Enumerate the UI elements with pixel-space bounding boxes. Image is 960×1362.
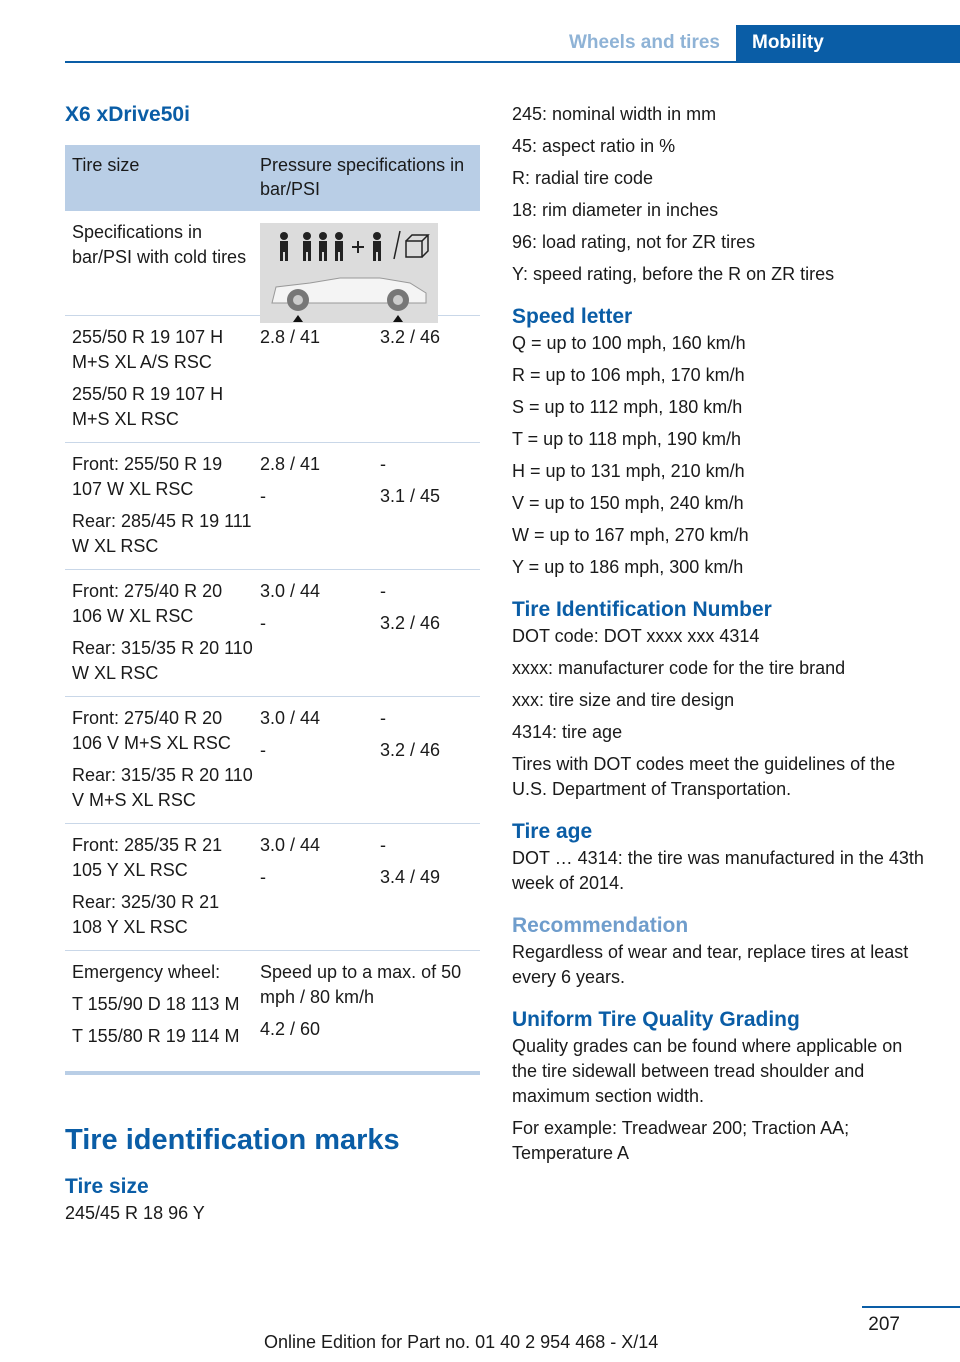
subheading-tire-size: Tire size: [65, 1175, 149, 1198]
speed-line: H = up to 131 mph, 210 km/h: [512, 461, 745, 481]
tire-size-example: 245/45 R 18 96 Y: [65, 1203, 205, 1223]
pressure-value: -: [380, 708, 386, 728]
table-end-rule: [65, 1071, 480, 1075]
vehicle-load-pictogram-icon: [260, 223, 438, 323]
table-row: [65, 824, 480, 951]
subheading-tire-age: Tire age: [512, 820, 593, 843]
pressure-cell-b: [373, 579, 480, 686]
emergency-pressure-cell: [253, 960, 480, 1049]
tire-age-section: [512, 818, 932, 896]
tire-size-text: Front: 275/40 R 20 106 W XL RSC: [72, 581, 223, 626]
left-column: [65, 98, 480, 1226]
size-legend-line: Y: speed rating, before the R on ZR tires: [512, 264, 835, 284]
size-legend: [512, 102, 932, 287]
tire-size-text: T 155/90 D 18 113 M: [72, 994, 240, 1014]
speed-line: Q = up to 100 mph, 160 km/h: [512, 333, 746, 353]
pressure-value: -: [260, 867, 266, 887]
table-row-spec: [65, 211, 480, 316]
recommendation-section: [512, 912, 932, 990]
tire-size-text: Rear: 285/45 R 19 111 W XL RSC: [72, 511, 252, 556]
tire-size-text: T 155/80 R 19 114 M: [72, 1026, 240, 1046]
size-legend-line: R: radial tire code: [512, 168, 654, 188]
emergency-wheel-cell: [65, 960, 253, 1049]
size-legend-line: 96: load rating, not for ZR tires: [512, 232, 756, 252]
tire-size-text: Rear: 325/30 R 21 108 Y XL RSC: [72, 892, 220, 937]
speed-line: S = up to 112 mph, 180 km/h: [512, 397, 743, 417]
recommendation-text: Regardless of wear and tear, replace tires at least every 6 years.: [512, 942, 909, 987]
size-legend-line: 245: nominal width in mm: [512, 104, 717, 124]
pressure-value: 3.0 / 44: [260, 835, 321, 855]
utqg-section: [512, 1006, 932, 1166]
tire-size-text: Front: 285/35 R 21 105 Y XL RSC: [72, 835, 223, 880]
speed-line: T = up to 118 mph, 190 km/h: [512, 429, 741, 449]
tin-section: [512, 596, 932, 802]
subheading-utqg: Uniform Tire Quality Grading: [512, 1008, 800, 1031]
pressure-value: 3.2 / 46: [380, 613, 441, 633]
load-pictogram-cell: [253, 220, 480, 305]
pressure-cell-a: [253, 325, 373, 432]
utqg-text: For example: Treadwear 200; Traction AA; Temperature A: [512, 1118, 850, 1163]
tin-line: 4314: tire age: [512, 722, 623, 742]
tire-size-text: 255/50 R 19 107 H M+S XL A/S RSC: [72, 327, 224, 372]
size-legend-line: 45: aspect ratio in %: [512, 136, 676, 156]
emergency-label: Emergency wheel:: [72, 962, 221, 982]
header-chapter: Mobility: [736, 25, 960, 61]
section-heading: Tire identification marks: [65, 1124, 400, 1156]
speed-line: V = up to 150 mph, 240 km/h: [512, 493, 744, 513]
pressure-value: 2.8 / 41: [260, 327, 321, 347]
table-title: X6 xDrive50i: [65, 103, 190, 126]
pressure-value: -: [380, 581, 386, 601]
pressure-value: 3.2 / 46: [380, 327, 441, 347]
tire-pressure-table: [65, 145, 480, 1075]
tire-size-cell: [65, 706, 253, 813]
tin-line: DOT code: DOT xxxx xxx 4314: [512, 626, 760, 646]
tin-line: xxxx: manufacturer code for the tire brand: [512, 658, 846, 678]
table-row: [65, 316, 480, 443]
table-row: [65, 697, 480, 824]
pressure-value: 2.8 / 41: [260, 454, 321, 474]
speed-line: R = up to 106 mph, 170 km/h: [512, 365, 745, 385]
pressure-cell-b: [373, 325, 480, 432]
pressure-value: 3.2 / 46: [380, 740, 441, 760]
table-row-emergency: [65, 951, 480, 1059]
table-row: [65, 570, 480, 697]
page-number: 207: [868, 1314, 900, 1335]
edition-footer: Online Edition for Part no. 01 40 2 954 468 - X/14: [264, 1332, 659, 1352]
right-column: [512, 102, 932, 1173]
header-rule: [65, 61, 960, 63]
tin-line: xxx: tire size and tire design: [512, 690, 735, 710]
tire-size-text: 255/50 R 19 107 H M+S XL RSC: [72, 384, 224, 429]
pressure-cell-a: [253, 833, 373, 940]
speed-limit-text: Speed up to a max. of 50 mph / 80 km/h: [260, 962, 462, 1007]
tire-size-cell: [65, 452, 253, 559]
header-tire-size: Tire size: [72, 155, 140, 175]
tin-line: Tires with DOT codes meet the guidelines of the U.S. Department of Transportation.: [512, 754, 896, 799]
subheading-speed-letter: Speed letter: [512, 305, 633, 328]
pressure-value: 3.0 / 44: [260, 708, 321, 728]
pressure-value: 4.2 / 60: [260, 1019, 321, 1039]
pressure-cell-b: [373, 833, 480, 940]
tire-size-text: Front: 255/50 R 19 107 W XL RSC: [72, 454, 223, 499]
pressure-value: 3.0 / 44: [260, 581, 321, 601]
subheading-recommendation: Recommendation: [512, 914, 689, 937]
pressure-cell-a: [253, 452, 373, 559]
pressure-cell-a: [253, 579, 373, 686]
utqg-text: Quality grades can be found where applicable on the tire sidewall between tread shoulder and maximum section width.: [512, 1036, 903, 1106]
size-legend-line: 18: rim diameter in inches: [512, 200, 719, 220]
speed-letter-section: [512, 303, 932, 580]
speed-line: Y = up to 186 mph, 300 km/h: [512, 557, 744, 577]
pressure-cell-b: [373, 706, 480, 813]
pressure-value: -: [260, 613, 266, 633]
pressure-value: -: [260, 740, 266, 760]
tire-size-cell: [65, 325, 253, 432]
pressure-cell-b: [373, 452, 480, 559]
table-header: [65, 145, 480, 211]
table-row: [65, 443, 480, 570]
pressure-value: 3.4 / 49: [380, 867, 441, 887]
header-pressure: Pressure specifications in bar/PSI: [260, 155, 465, 199]
tire-size-cell: [65, 579, 253, 686]
tire-size-text: Rear: 315/35 R 20 110 W XL RSC: [72, 638, 253, 683]
speed-line: W = up to 167 mph, 270 km/h: [512, 525, 749, 545]
tire-size-text: Rear: 315/35 R 20 110 V M+S XL RSC: [72, 765, 253, 810]
footer-rule: [862, 1306, 960, 1308]
tire-age-text: DOT … 4314: the tire was manufactured in the 43th week of 2014.: [512, 848, 924, 893]
spec-label: Specifications in bar/PSI with cold tires: [72, 222, 247, 267]
tire-size-text: Front: 275/40 R 20 106 V M+S XL RSC: [72, 708, 231, 753]
pressure-value: -: [380, 454, 386, 474]
pressure-value: -: [380, 835, 386, 855]
pressure-cell-a: [253, 706, 373, 813]
tire-size-cell: [65, 833, 253, 940]
subheading-tin: Tire Identification Number: [512, 598, 772, 621]
pressure-value: 3.1 / 45: [380, 486, 441, 506]
header-section: Wheels and tires: [569, 32, 720, 53]
pressure-value: -: [260, 486, 266, 506]
